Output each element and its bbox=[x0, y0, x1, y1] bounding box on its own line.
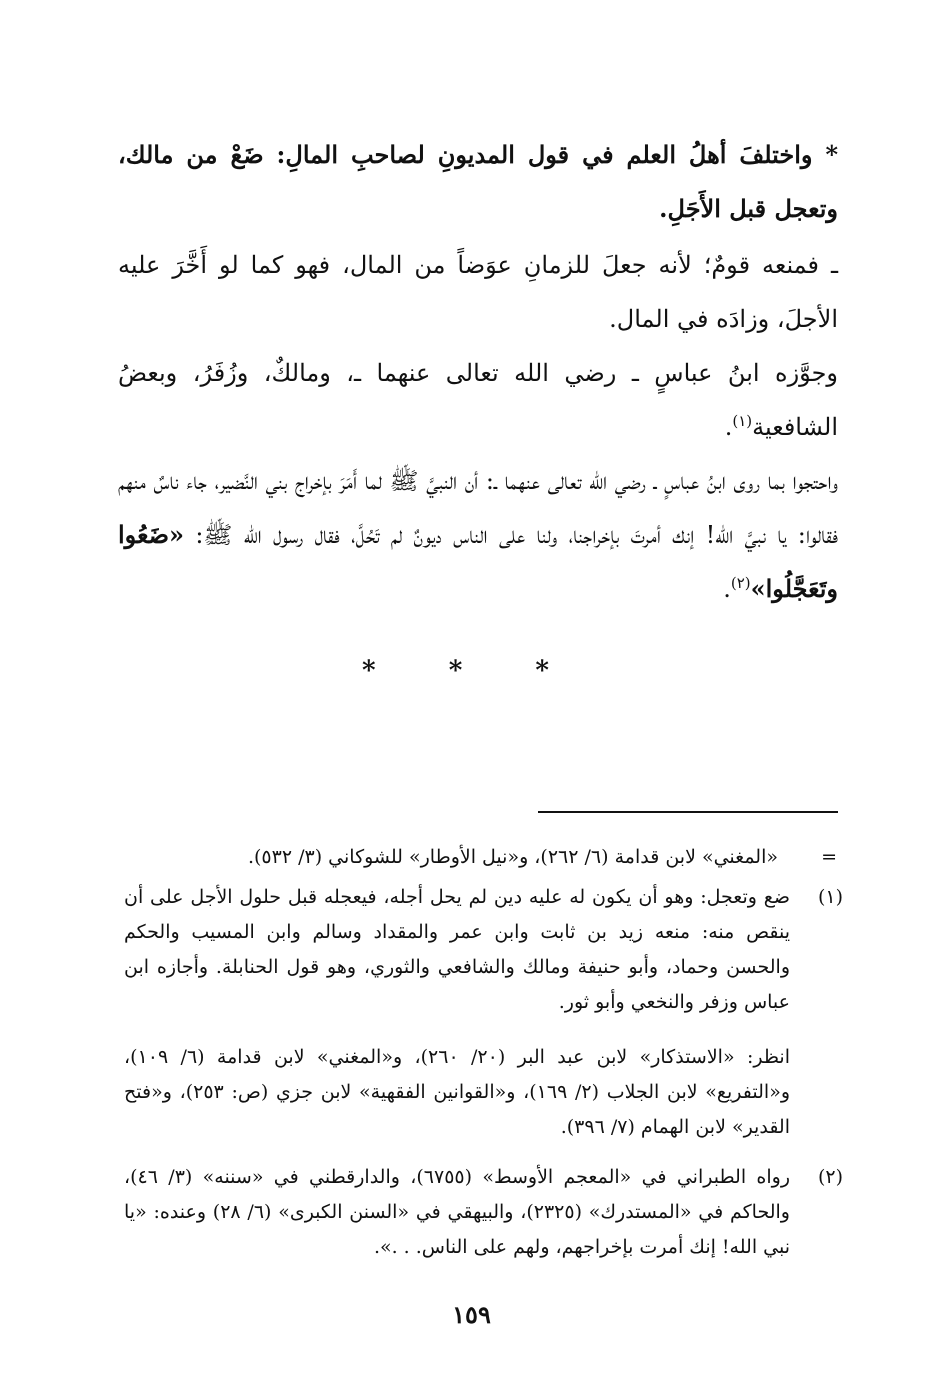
paragraph-3-end: . bbox=[724, 413, 733, 441]
paragraph-1 bbox=[118, 128, 838, 236]
paragraph-1-text: * واختلفَ أهلُ العلم في قول المديونِ لصاحبِ المالِ: ضَعْ من مالك، وتعجل قبل الأَجَلِ. bbox=[118, 140, 838, 223]
footnote-2-text: رواه الطبراني في «المعجم الأوسط» (٦٧٥٥)، والدارقطني في «سننه» (٣/ ٤٦)، والحاكم في «المستدرك» (٢٣٢٥)، والبيهقي في «السنن الكبرى» (٦/ ٢٨) وعنده: «يا نبي الله! إنك أمرت بإخراجهم، ولهم على الناس. . .». bbox=[124, 1166, 790, 1258]
footnote-1-text: ضع وتعجل: وهو أن يكون له عليه دين لم يحل أجله، فيعجله قبل حلول الأجل على أن ينقص منه: منعه زيد بن ثابت وابن عمر والمقداد وسالم وابن المسيب والحكم والحسن وحماد، وأبو حنيفة ومالك والشافعي والثوري، وهو قول الحنابلة. وأجازه ابن عباس وزفر والنخعي وأبو ثور. bbox=[124, 886, 790, 1013]
footnote-rule bbox=[538, 811, 838, 813]
footnote-2-number: (٢) bbox=[817, 1166, 843, 1188]
paragraph-2-text: ـ فمنعه قومٌ؛ لأنه جعلَ للزمانِ عوَضاً من المال، فهو كما لو أَخَّرَ عليه الأجلَ، وزادَه في المال. bbox=[118, 251, 839, 333]
footnote-ref-1[interactable]: (١) bbox=[732, 412, 753, 430]
footnote-1-sources bbox=[124, 1040, 790, 1145]
footnote-continuation-mark: = bbox=[821, 846, 837, 868]
paragraph-2 bbox=[118, 238, 838, 346]
paragraph-4 bbox=[118, 454, 838, 616]
footnote-1-sources-text: انظر: «الاستذكار» لابن عبد البر (٢٠/ ٢٦٠)، و«المغني» لابن قدامة (٦/ ١٠٩)، و«التفريع» لابن الجلاب (٢/ ١٦٩)، و«القوانين الفقهية» لابن جزي (ص: ٢٥٣)، و«فتح القدير» لابن الهمام (٧/ ٣٩٦). bbox=[124, 1046, 790, 1138]
section-separator: * * * bbox=[362, 656, 581, 686]
footnote-2 bbox=[124, 1160, 790, 1265]
hadith-quote: «ضَعُوا وتَعَجَّلُوا» bbox=[118, 520, 838, 603]
footnote-1-number: (١) bbox=[817, 886, 843, 908]
page-number: ١٥٩ bbox=[452, 1300, 491, 1329]
paragraph-4-text: واحتجوا بما روى ابنُ عباسٍ ـ رضي الله تعالى عنهما ـ: أن النبيَّ ﷺ لما أَمَرَ بإخراج بني النَّضير، جاء ناسٌ منهم فقالوا: يا نبيَّ الله! إنك أمرتَ بإخراجنا، ولنا على الناس ديونٌ لم تَحُلَّ، فقال رسول الله ﷺ: bbox=[118, 467, 839, 549]
paragraph-3 bbox=[118, 346, 838, 454]
paragraph-4-end: . bbox=[723, 575, 731, 603]
paragraph-3-text: وجوَّزه ابنُ عباسٍ ـ رضي الله تعالى عنهما ـ، ومالكٌ، وزُفَرُ، وبعضُ الشافعية bbox=[118, 359, 838, 441]
footnote-continuation bbox=[118, 840, 778, 875]
footnote-1 bbox=[124, 880, 790, 1020]
footnote-ref-2[interactable]: (٢) bbox=[730, 574, 751, 592]
footnote-continuation-text: «المغني» لابن قدامة (٦/ ٢٦٢)، و«نيل الأوطار» للشوكاني (٣/ ٥٣٢). bbox=[247, 846, 778, 868]
